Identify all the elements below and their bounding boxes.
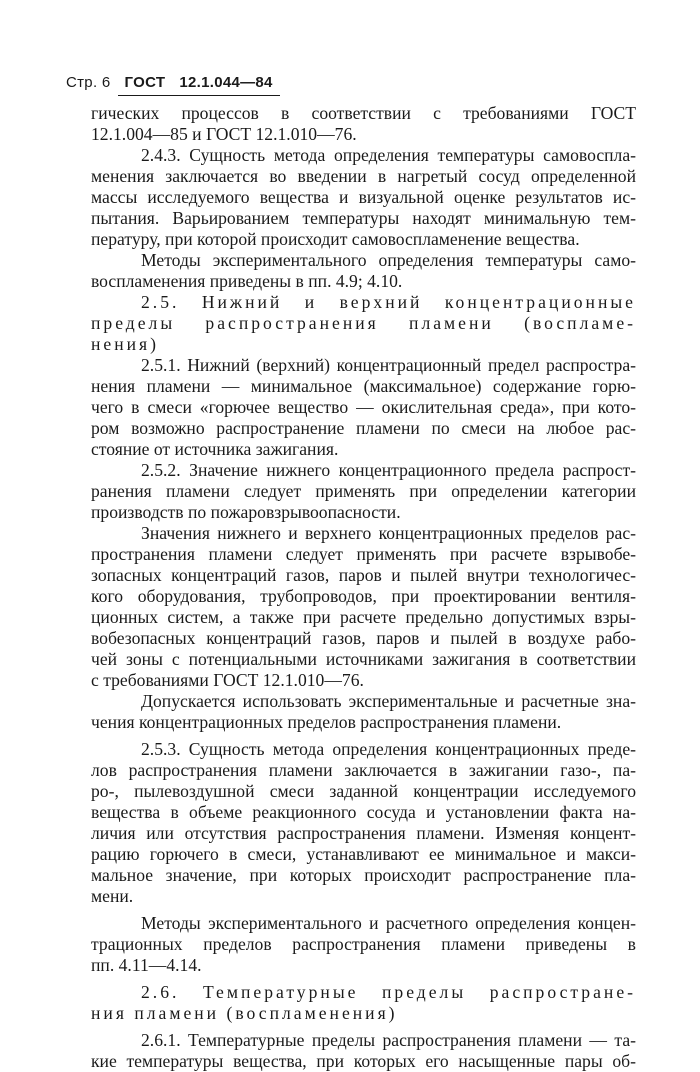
- text-line: пределы распространения пламени (воспламе-: [91, 313, 636, 333]
- text-line: стояние от источника зажигания.: [91, 439, 339, 459]
- text-line: пытания. Варьированием температуры находят минимальную тем-: [91, 208, 636, 228]
- text-line: чего в смеси «горючее вещество — окислительная среда», при кото-: [91, 397, 636, 417]
- header-rule: [118, 95, 280, 96]
- text-line: мени.: [91, 886, 134, 906]
- text-line: гических процессов в соответствии с требованиями ГОСТ: [91, 103, 636, 123]
- text-line: воспламенения приведены в пп. 4.9; 4.10.: [91, 271, 403, 291]
- text-line: производств по пожаровзрывоопасности.: [91, 502, 401, 522]
- text-line: Допускается использовать экспериментальные и расчетные зна-: [141, 691, 636, 711]
- text-line: пературу, при которой происходит самовоспламенение вещества.: [91, 229, 580, 249]
- text-line: чей зоны с потенциальными источниками зажигания в соответствии: [91, 649, 636, 669]
- text-line: личия или отсутствия распространения пламени. Изменяя концент-: [91, 823, 636, 843]
- text-line: чения концентрационных пределов распространения пламени.: [91, 712, 562, 732]
- text-line: Значения нижнего и верхнего концентрационных пределов рас-: [141, 523, 636, 543]
- text-line: вещества в объеме реакционного сосуда и установлении факта на-: [91, 802, 636, 822]
- text-line: кие температуры вещества, при которых его насыщенные пары об-: [91, 1051, 636, 1071]
- text-line: рацию горючего в смеси, устанавливают ее минимальное и макси-: [91, 844, 636, 864]
- standard-label: ГОСТ: [124, 74, 166, 91]
- document-body: [91, 103, 636, 1072]
- text-line: 2.5.1. Нижний (верхний) концентрационный предел распростра-: [141, 355, 636, 375]
- text-line: Методы экспериментального и расчетного определения концен-: [141, 913, 636, 933]
- text-line: пространения пламени следует применять при расчете взрывобе-: [91, 544, 636, 564]
- text-line: 2.5.3. Сущность метода определения концентрационных преде-: [141, 739, 636, 759]
- text-line: массы исследуемого вещества и визуальной оценке результатов ис-: [91, 187, 636, 207]
- text-line: 2.6.1. Температурные пределы распространения пламени — та-: [141, 1030, 636, 1050]
- text-line: зопасных концентраций газов, паров и пылей внутри технологичес-: [91, 565, 636, 585]
- text-line: нения): [91, 334, 160, 354]
- text-line: 2.4.3. Сущность метода определения температуры самовоспла-: [141, 145, 636, 165]
- text-line: менения заключается во введении в нагретый сосуд определенной: [91, 166, 636, 186]
- text-line: трационных пределов распространения пламени приведены в: [91, 934, 636, 954]
- text-line: лов распространения пламени заключается в зажигании газо-, па-: [91, 760, 636, 780]
- text-line: мальное значение, при которых происходит распространение пла-: [91, 865, 636, 885]
- text-line: кого оборудования, трубопроводов, при проектировании вентиля-: [91, 586, 636, 606]
- text-line: пп. 4.11—4.14.: [91, 955, 202, 975]
- text-line: 2.5. Нижний и верхний концентрационные: [141, 292, 636, 312]
- text-line: с требованиями ГОСТ 12.1.010—76.: [91, 670, 364, 690]
- text-line: ранения пламени следует применять при определении категории: [91, 481, 636, 501]
- text-line: 2.5.2. Значение нижнего концентрационного предела распрост-: [141, 460, 636, 480]
- text-line: ром возможно распространение пламени по смеси на любое рас-: [91, 418, 636, 438]
- text-line: нения пламени — минимальное (максимальное) содержание горю-: [91, 376, 636, 396]
- page-header: [66, 74, 273, 91]
- text-line: вобезопасных концентраций газов, паров и пылей в воздухе рабо-: [91, 628, 636, 648]
- page-number: Стр. 6: [66, 74, 111, 91]
- text-line: ро-, пылевоздушной смеси заданной концентрации исследуемого: [91, 781, 636, 801]
- text-line: 12.1.004—85 и ГОСТ 12.1.010—76.: [91, 124, 357, 144]
- standard-number: 12.1.044—84: [179, 74, 273, 91]
- text-line: ния пламени (воспламенения): [91, 1003, 398, 1023]
- text-line: Методы экспериментального определения температуры само-: [141, 250, 636, 270]
- text-line: ционных систем, а также при расчете предельно допустимых взры-: [91, 607, 636, 627]
- text-line: 2.6. Температурные пределы распростране-: [141, 982, 636, 1002]
